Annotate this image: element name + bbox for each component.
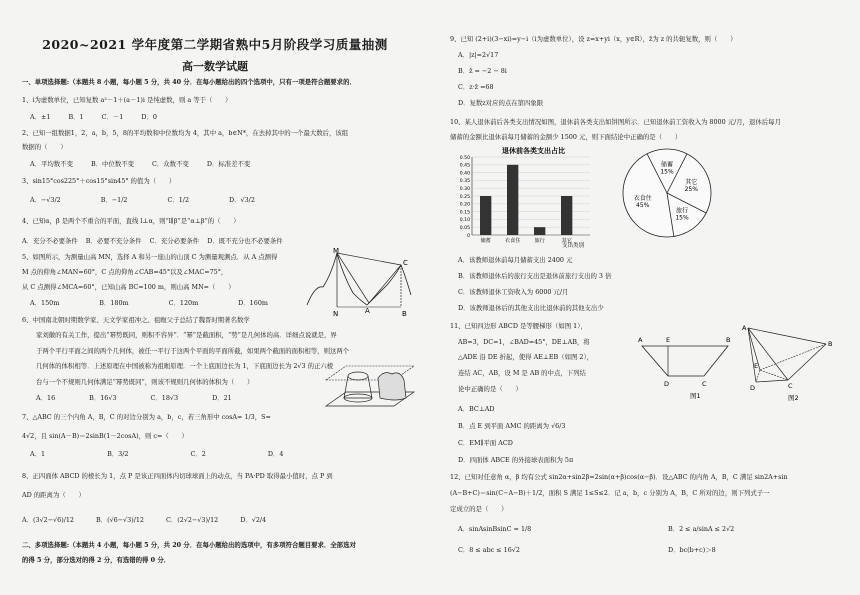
bar-category-label: 衣食住	[504, 238, 521, 244]
q8-option-a: A．(3√2−√6)/12	[22, 516, 74, 524]
q3-option-c: C．1/2	[167, 196, 190, 204]
svg-text:C: C	[403, 259, 408, 267]
q2-option-b: B．中位数不变	[90, 160, 135, 168]
q8-option-c: C．(2√2−√3)/12	[165, 516, 219, 524]
svg-text:D: D	[750, 384, 756, 392]
q10-option-c: C．该教师退休工资收入为 6000 元/月	[458, 288, 569, 296]
pie-slice-percent: 45%	[636, 201, 650, 209]
svg-text:E: E	[754, 362, 759, 370]
q4-option-d: D．既不充分也不必要条件	[207, 237, 283, 245]
bar-category-label: 旅行	[534, 238, 545, 244]
bar-y-tick-label: 0.35	[459, 179, 470, 185]
bar-y-tick-label: 0.30	[459, 187, 470, 192]
q11-option-d: D．四面体 ABCE 的外接球表面积为 5π	[458, 456, 574, 464]
svg-text:A: A	[365, 307, 370, 315]
q3-options	[30, 196, 273, 204]
q8-text-line1: 8、正四面体 ABCD 的棱长为 1，点 P 是该正四面体内切球球面上的动点，当 PA·PD 取得最小值时，点 P 到	[22, 472, 333, 480]
q10-text-line2: 储蓄的金额比退休前每月储蓄的金额少 1500 元，则下面结论中正确的是（ ）	[450, 133, 682, 141]
q1-option-d: D．0	[141, 113, 157, 121]
q3-option-b: B．−1/2	[100, 196, 128, 204]
q1-text: 1、i为虚数单位，已知复数 a²－1＋(a－1)i 是纯虚数，则 a 等于（ ）	[22, 96, 232, 104]
retirement-bar-chart	[450, 143, 600, 253]
q6-text-line4: 几何体的体积相等．上述原理在中国被称为祖暅原理．一个上底面边长为 1，下底面边长为 2√3 的正六棱	[36, 362, 334, 370]
q6-text-line1: 6、中国南北朝时期数学家、天文学家祖冲之、祖暅父子总结了魏晋时期著名数学	[22, 316, 250, 324]
svg-text:E: E	[666, 336, 671, 344]
section2-heading-line1: 二、多项选择题:（本题共 4 小题，每小题 5 分，共 20 分．在每小题给出的选项中，有多项符合题目要求．全部选对	[22, 541, 356, 549]
svg-text:A: A	[742, 324, 747, 332]
q6-text-line2: 家刘徽的有关工作，提出“幂势既同，则积不容异”．“幂”是截面积，“势”是几何体的高．详细点说就是，界	[36, 331, 337, 339]
q11-option-a: A．BC⊥AD	[458, 405, 495, 413]
q3-option-a: A．−√3/2	[30, 196, 61, 204]
q7-option-c: C．2	[190, 450, 206, 458]
q4-option-c: C．充分必要条件	[149, 237, 200, 245]
q2-text-line2: 数据的（ ）	[22, 143, 67, 151]
svg-text:D: D	[664, 380, 670, 388]
q4-text: 4、已知α，β 是两个不重合的平面，直线 l⊥α，则“l∥β”是“α⊥β”的（ ）	[22, 217, 240, 225]
q6-text-line3: 于两个平行平面之间的两个几何体，被任一平行于这两个平面的平面所截，如果两个截面的面积相等，则这两个	[36, 347, 350, 355]
mountain-figure	[305, 245, 415, 320]
pie-slice-label: 储蓄	[660, 161, 674, 169]
pie-slice-label: 旅行	[675, 207, 689, 215]
q4-options	[22, 237, 301, 245]
q12-text-line1: 12、已知对任意角 α，β 均有公式 sin2α+sin2β=2sin(α+β)cos(α−β)．设△ABC 的内角 A，B，C 满足 sin2A+sin	[450, 473, 788, 481]
bar-y-tick-label: 0.20	[459, 202, 470, 208]
bar-y-tick-label: 0.15	[459, 210, 470, 216]
q1-option-c: C．－1	[101, 113, 124, 121]
q8-option-b: B．(√6−√3)/12	[95, 516, 144, 524]
svg-text:C: C	[702, 380, 707, 388]
svg-text:A: A	[638, 336, 643, 344]
svg-text:M: M	[333, 247, 340, 255]
q9-option-a: A．|z|=2√17	[458, 51, 499, 59]
bar-y-tick-label: 0.05	[459, 226, 470, 231]
q4-option-b: B．必要不充分条件	[85, 237, 142, 245]
q2-option-a: A．平均数不变	[30, 160, 73, 168]
q5-text-line3: 从 C 点测得∠MCA=60°，已知山高 BC=100 m，则山高 MN=（ ）	[22, 283, 235, 291]
pie-slice-percent: 15%	[660, 168, 674, 176]
q5-options	[30, 299, 286, 307]
q1-option-b: B．1	[68, 113, 84, 121]
q8-option-d: D．√2/4	[240, 516, 267, 524]
q11-text-line1: 11、已知四边形 ABCD 是等腰梯形（如图 1），	[450, 322, 587, 330]
trapezoid-figure-1	[638, 330, 733, 400]
q6-option-d: D．21	[212, 394, 232, 402]
q2-option-d: D．标准差不变	[206, 160, 251, 168]
exam-subtitle: 高一数学试题	[182, 60, 248, 73]
pie-slice-label: 其它	[685, 179, 698, 187]
bar-category-label: 储蓄	[480, 238, 491, 244]
q5-option-c: C．120m	[168, 299, 199, 307]
q9-option-b: B．z̄ = −2 − 8i	[458, 67, 507, 75]
q7-option-d: D．4	[267, 450, 284, 458]
bar-y-tick-label: 0.50	[459, 155, 470, 161]
q6-option-a: A．16	[36, 394, 56, 402]
svg-text:B: B	[828, 340, 833, 348]
q11-text-line2: AB=3，DC=1，∠BAD=45°，DE⊥AB，将	[458, 338, 590, 346]
q9-option-c: C．z·z̄ =68	[458, 83, 494, 91]
q12-text-line3: 定成立的是（ ）	[450, 505, 508, 513]
q11-option-c: C．EM∥平面 ACD	[458, 439, 513, 447]
bar-chart-xlabel: 支出类别	[562, 243, 585, 249]
bar-y-tick-label: 0.10	[459, 218, 470, 224]
q8-options	[22, 516, 284, 524]
bar-2	[534, 227, 545, 235]
q5-text-line1: 5、如图所示，为测量山高 MN，选择 A 和另一座山的山顶 C 为测量观测点．从 A 点测得	[22, 253, 278, 261]
pie-slice-label: 衣食住	[633, 194, 652, 202]
frustum-figure	[322, 358, 417, 413]
q12-option-c: C．8 ≤ abc ≤ 16√2	[458, 546, 520, 554]
section2-heading-line2: 的得 5 分，部分选对的得 2 分，有选错的得 0 分．	[22, 556, 171, 564]
q12-option-a: A．sinAsinBsinC = 1/8	[458, 525, 532, 533]
q10-option-a: A．该教师退休前每月储蓄支出 2400 元	[458, 256, 573, 264]
bar-y-tick-label: 0.25	[459, 194, 470, 200]
q11-text-line5: 论中正确的是（ ）	[458, 385, 522, 393]
q5-option-a: A．150m	[30, 299, 60, 307]
folded-solid-figure-2	[730, 322, 845, 402]
bar-chart-title: 退休前各类支出占比	[502, 147, 565, 155]
bar-y-tick-label: 0.40	[459, 171, 470, 177]
q7-option-b: B．3/2	[107, 450, 129, 458]
q12-option-d: D．bc(b+c)＞8	[668, 546, 716, 554]
q9-option-d: D．复数z对应的点在第四象限	[458, 99, 544, 107]
q5-text-line2: M 点的仰角∠MAN=60°，C 点的仰角∠CAB=45°以及∠MAC=75°，	[22, 268, 228, 276]
q4-option-a: A．充分不必要条件	[22, 237, 78, 245]
svg-text:C: C	[788, 382, 793, 390]
q9-text: 9、已知 (2+i)(3−xi)=y−i（i为虚数单位），设 z=x+yi（x，y∈R），z̄为 z 的共轭复数，则（ ）	[450, 35, 737, 43]
q11-option-b: B．点 E 到平面 AMC 的距离为 √6/3	[458, 422, 566, 430]
q10-option-d: D．该教师退休后的其他支出比退休前的其他支出少	[458, 304, 604, 312]
q2-text-line1: 2、已知一组数据1，2，a，b，5，8的平均数和中位数均为 4，其中 a，b∈N*，在去掉其中的一个最大数后，该组	[22, 129, 349, 137]
q12-text-line2: (A−B+C)＝sin(C−A−B)＋1/2，面积 S 满足 1≤S≤2．记 a，b，c 分别为 A，B，C 所对的边，则下列式子一	[450, 489, 770, 497]
q11-text-line3: △ADE 沿 DE 折起，使得 AE⊥EB（如图 2），	[458, 353, 594, 361]
q6-options	[36, 394, 250, 402]
q7-options	[30, 450, 301, 458]
svg-text:B: B	[726, 336, 731, 344]
bar-category-label: 其它	[561, 238, 572, 244]
pie-slice-percent: 15%	[675, 214, 689, 222]
q10-text-line1: 10、某人退休前后各类支出情况如图，退休前各类支出如饼图所示．已知退休前工资收入为 8000 元/月，退休后每月	[450, 118, 781, 126]
figure-1-label: 图1	[690, 392, 701, 400]
q7-text-line1: 7、△ABC 的三个内角 A，B，C 的对边分别为 a，b，c，若三角形中 cosA= 1/3，S=	[22, 413, 271, 421]
bar-1	[507, 165, 518, 235]
pie-slice-percent: 25%	[684, 186, 698, 194]
q10-option-b: B．该教师退休后的旅行支出是退休前旅行支出的 3 倍	[458, 272, 612, 280]
q2-options	[30, 160, 268, 168]
bar-y-tick-label: 0	[467, 233, 470, 239]
bar-y-tick-label: 0.45	[459, 163, 470, 169]
q3-text: 3、sin15°cos225°＋cos15°sin45° 的值为（ ）	[22, 177, 176, 185]
q6-option-c: C．18√3	[150, 394, 179, 402]
q7-option-a: A．1	[30, 450, 46, 458]
q1-options	[30, 113, 175, 121]
q6-option-b: B．16√3	[89, 394, 117, 402]
q5-option-d: D．160m	[238, 299, 268, 307]
q3-option-d: D．√3/2	[229, 196, 255, 204]
q2-option-c: C．众数不变	[152, 160, 189, 168]
svg-text:N: N	[333, 310, 339, 318]
q1-option-a: A．±1	[30, 113, 51, 121]
q12-option-b: B．2 ≤ a/sinA ≤ 2√2	[668, 525, 735, 533]
q11-text-line4: 连结 AC，AB，设 M 是 AB 的中点，下列结	[458, 369, 586, 377]
exam-title: 2020~2021 学年度第二学期省熟中5月阶段学习质量抽测	[42, 37, 388, 52]
q6-text-line5: 台与一个不规则几何体满足“幂势既同”，则该不规则几何体的体积为（ ）	[36, 378, 254, 386]
bar-0	[480, 196, 491, 235]
bar-3	[561, 196, 572, 235]
q8-text-line2: AD 的距离为（ ）	[22, 491, 85, 499]
section1-heading: 一、单项选择题:（本题共 8 小题，每小题 5 分，共 40 分．在每小题给出的四个选项中，只有一项是符合题要求的．	[22, 78, 356, 86]
q7-text-line2: 4√2，且 sin(A－B)＝2sinB(1－2cosA)，则 c=（ ）	[22, 432, 188, 440]
q5-option-b: B．180m	[99, 299, 129, 307]
figure-2-label: 图2	[788, 394, 799, 402]
svg-text:B: B	[402, 310, 407, 318]
retirement-pie-chart	[612, 143, 722, 243]
